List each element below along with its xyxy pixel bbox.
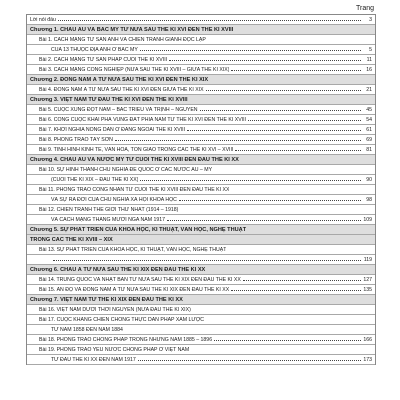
toc-entry-row[interactable] (27, 45, 375, 55)
toc-entry-title: Bài 9. TÌNH HÌNH KINH TẾ, VĂN HOÁ, TÔN GIÁO TRONG CÁC THẾ KỈ XVI – XVIII (39, 146, 234, 153)
toc-entry-title: VÀ SỰ RA ĐỜI CỦA CHỦ NGHĨA XÃ HỘI KHOA HỌC (51, 196, 177, 203)
page-column-header: Trang (355, 5, 374, 12)
dot-leader (235, 150, 361, 151)
toc-entry-row[interactable] (27, 245, 375, 255)
dot-leader (179, 200, 361, 201)
dot-leader (167, 220, 361, 221)
dot-leader (200, 110, 361, 111)
toc-entry-title: Bài 18. PHONG TRÀO CHỐNG PHÁP TRONG NHỮNG NĂM 1885 – 1896 (39, 336, 213, 343)
toc-entry-title: Bài 15. ẤN ĐỘ VÀ ĐÔNG NAM Á TỪ NỬA SAU THẾ KỈ XIX ĐẾN ĐẦU THẾ KỈ XX (39, 286, 230, 293)
toc-entry-title: TRONG CÁC THẾ KỈ XVIII – XIX (30, 236, 113, 243)
toc-entry-title: TỪ NĂM 1858 ĐẾN NĂM 1884 (51, 326, 123, 333)
toc-entry-title: Bài 4. ĐÔNG NAM Á TỪ NỬA SAU THẾ KỈ XVI ĐẾN GIỮA THẾ KỈ XIX (39, 86, 204, 93)
toc-entry-row[interactable] (27, 125, 375, 135)
toc-chapter-row[interactable] (27, 25, 375, 35)
dot-leader (138, 360, 361, 361)
dot-leader (248, 120, 361, 121)
toc-entry-row[interactable] (27, 35, 375, 45)
toc-entry-row[interactable] (27, 165, 375, 175)
toc-entry-title: Chương 6. CHÂU Á TỪ NỬA SAU THẾ KỈ XIX ĐẾN ĐẦU THẾ KỈ XX (30, 266, 206, 273)
toc-entry-row[interactable] (27, 145, 375, 155)
toc-chapter-row[interactable] (27, 75, 375, 85)
dot-leader (243, 280, 361, 281)
toc-entry-title: CỦA 13 THUỘC ĐỊA ANH Ở BẮC MỸ (51, 46, 138, 53)
toc-entry-title: Bài 16. VIỆT NAM DƯỚI THỜI NGUYỄN (NỬA ĐẦU THẾ KỈ XIX) (39, 306, 191, 313)
toc-chapter-row[interactable] (27, 155, 375, 165)
toc-page-number: 54 (366, 116, 372, 123)
toc-entry-row[interactable] (27, 335, 375, 345)
toc-entry-title: Lời nói đầu (30, 16, 56, 23)
toc-entry-title: Bài 11. PHONG TRÀO CÔNG NHÂN TỪ CUỐI THẾ KỈ XVIII ĐẾN ĐẦU THẾ KỈ XX (39, 186, 230, 193)
toc-chapter-row[interactable] (27, 265, 375, 275)
toc-entry-title: Bài 10. SỰ HÌNH THÀNH CHỦ NGHĨA ĐẾ QUỐC Ở CÁC NƯỚC ÂU – MỸ (39, 166, 213, 173)
toc-entry-row[interactable] (27, 315, 375, 325)
toc-page-number: 98 (366, 196, 372, 203)
toc-entry-row[interactable] (27, 65, 375, 75)
toc-entry-title: Chương 3. VIỆT NAM TỪ ĐẦU THẾ KỈ XVI ĐẾN THẾ KỈ XVIII (30, 96, 188, 103)
toc-page-number: 166 (363, 336, 372, 343)
toc-entry-row[interactable] (27, 345, 375, 355)
toc-entry-row[interactable] (27, 175, 375, 185)
toc-entry-row[interactable] (27, 205, 375, 215)
toc-page-number: 90 (366, 176, 372, 183)
toc-entry-row[interactable] (27, 325, 375, 335)
toc-page-number: 173 (363, 356, 372, 363)
dot-leader (140, 180, 361, 181)
toc-page-number: 69 (366, 136, 372, 143)
dot-leader (58, 20, 361, 21)
table-of-contents (26, 14, 376, 365)
toc-entry-row[interactable] (27, 305, 375, 315)
dot-leader (206, 90, 361, 91)
toc-entry-title: Chương 2. ĐÔNG NAM Á TỪ NỬA SAU THẾ KỈ XVI ĐẾN THẾ KỈ XIX (30, 76, 209, 83)
toc-entry-row[interactable] (27, 185, 375, 195)
dot-leader (214, 340, 361, 341)
dot-leader (231, 70, 361, 71)
dot-leader (53, 260, 361, 261)
dot-leader (187, 130, 361, 131)
dot-leader (169, 60, 361, 61)
toc-chapter-row[interactable] (27, 235, 375, 245)
toc-entry-row[interactable] (27, 135, 375, 145)
toc-entry-title: Bài 8. PHONG TRÀO TÂY SƠN (39, 136, 113, 143)
toc-entry-title: Bài 6. CÔNG CUỘC KHAI PHÁ VÙNG ĐẤT PHÍA NAM TỪ THẾ KỈ XVI ĐẾN THẾ KỈ XVIII (39, 116, 246, 123)
toc-entry-title: Bài 14. TRUNG QUỐC VÀ NHẬT BẢN TỪ NỬA SAU THẾ KỈ XIX ĐẾN ĐẦU THẾ KỈ XX (39, 276, 241, 283)
toc-page-number: 81 (366, 146, 372, 153)
toc-page-number: 119 (363, 256, 372, 263)
toc-entry-row[interactable] (27, 85, 375, 95)
toc-entry-title: Bài 19. PHONG TRÀO YÊU NƯỚC CHỐNG PHÁP Ở VIỆT NAM (39, 346, 190, 353)
toc-page-number: 135 (363, 286, 372, 293)
toc-entry-row[interactable] (27, 105, 375, 115)
toc-page-number: 3 (369, 16, 372, 23)
toc-entry-row[interactable] (27, 355, 375, 365)
toc-chapter-row[interactable] (27, 295, 375, 305)
toc-page (26, 4, 376, 365)
toc-entry-title: VÀ CÁCH MẠNG THÁNG MƯỜI NGA NĂM 1917 (51, 216, 165, 223)
toc-entry-row[interactable] (27, 285, 375, 295)
toc-entry-title: Chương 5. SỰ PHÁT TRIỂN CỦA KHOA HỌC, KĨ THUẬT, VĂN HỌC, NGHỆ THUẬT (30, 226, 247, 233)
toc-entry-title: Bài 5. CUỘC XUNG ĐỘT NAM – BẮC TRIỀU VÀ TRỊNH – NGUYỄN (39, 106, 198, 113)
toc-entry-title: Chương 1. CHÂU ÂU VÀ BẮC MỸ TỪ NỬA SAU THẾ KỈ XVI ĐẾN THẾ KỈ XVIII (30, 26, 234, 33)
toc-entry-row[interactable] (27, 195, 375, 205)
toc-entry-title: Bài 12. CHIẾN TRANH THẾ GIỚI THỨ NHẤT (1914 – 1918) (39, 206, 179, 213)
toc-entry-title: Bài 13. SỰ PHÁT TRIỂN CỦA KHOA HỌC, KĨ THUẬT, VĂN HỌC, NGHỆ THUẬT (39, 246, 227, 253)
toc-entry-title: Bài 7. KHỞI NGHĨA NÔNG DÂN Ở ĐÀNG NGOÀI THẾ KỈ XVIII (39, 126, 186, 133)
toc-page-number: 45 (366, 106, 372, 113)
dot-leader (231, 290, 361, 291)
toc-entry-title: Bài 2. CÁCH MẠNG TƯ SẢN PHÁP CUỐI THẾ KỈ XVIII (39, 56, 168, 63)
dot-leader (115, 140, 361, 141)
toc-page-number: 61 (366, 126, 372, 133)
toc-page-number: 16 (366, 66, 372, 73)
toc-entry-title: Chương 7. VIỆT NAM TỪ THẾ KỈ XIX ĐẾN ĐẦU THẾ KỈ XX (30, 296, 183, 303)
toc-entry-title: (CUỐI THẾ KỈ XIX – ĐẦU THẾ KỈ XX) (51, 176, 139, 183)
toc-entry-title: Chương 4. CHÂU ÂU VÀ NƯỚC MỸ TỪ CUỐI THẾ KỈ XVIII ĐẾN ĐẦU THẾ KỈ XX (30, 156, 239, 163)
toc-entry-row[interactable] (27, 255, 375, 265)
toc-entry-title: Bài 1. CÁCH MẠNG TƯ SẢN ANH VÀ CHIẾN TRANH GIÀNH ĐỘC LẬP (39, 36, 206, 43)
toc-chapter-row[interactable] (27, 95, 375, 105)
toc-entry-title: Bài 3. CÁCH MẠNG CÔNG NGHIỆP (NỬA SAU THẾ KỈ XVIII – GIỮA THẾ KỈ XIX) (39, 66, 230, 73)
toc-chapter-row[interactable] (27, 225, 375, 235)
toc-entry-row[interactable] (27, 215, 375, 225)
toc-entry-title: TỪ ĐẦU THẾ KỈ XX ĐẾN NĂM 1917 (51, 356, 136, 363)
toc-entry-title: Bài 17. CUỘC KHÁNG CHIẾN CHỐNG THỰC DÂN PHÁP XÂM LƯỢC (39, 316, 205, 323)
toc-page-number: 21 (366, 86, 372, 93)
toc-entry-row[interactable] (27, 275, 375, 285)
dot-leader (140, 50, 361, 51)
toc-page-number: 127 (363, 276, 372, 283)
toc-intro-row[interactable] (27, 15, 375, 25)
toc-page-number: 11 (366, 56, 372, 63)
toc-page-number: 5 (369, 46, 372, 53)
toc-entry-row[interactable] (27, 115, 375, 125)
toc-entry-row[interactable] (27, 55, 375, 65)
toc-page-number: 109 (363, 216, 372, 223)
